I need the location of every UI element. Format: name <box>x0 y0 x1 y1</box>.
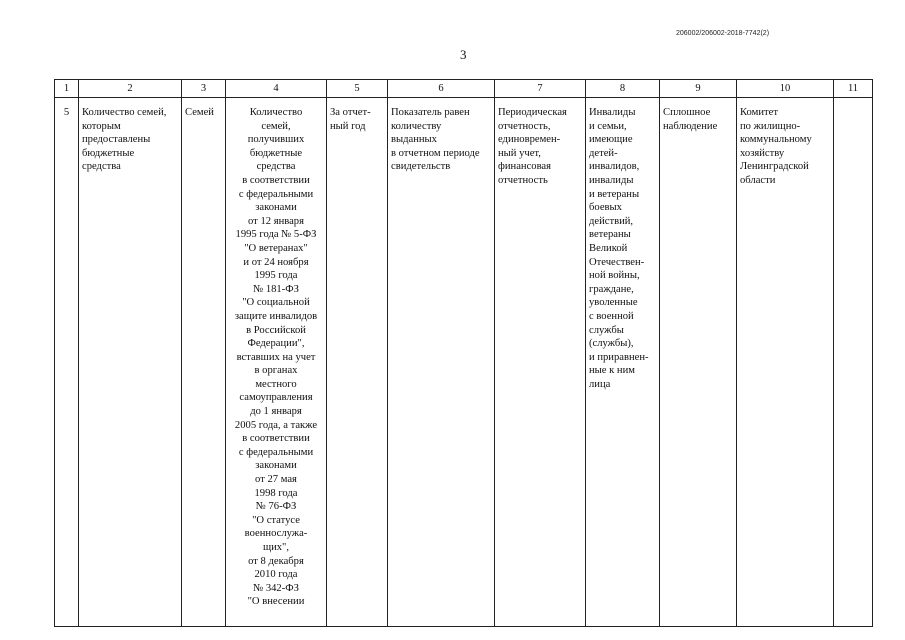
unit-cell <box>182 98 226 627</box>
row-number: 5 <box>63 107 70 118</box>
column-number-cell: 8 <box>586 80 660 98</box>
column-number-cell: 9 <box>660 80 737 98</box>
unit-text: Семей <box>185 107 214 118</box>
responsible-cell <box>737 98 834 627</box>
observation-text: Сплошное наблюдение <box>663 107 718 132</box>
indicator-name-cell <box>79 98 182 627</box>
column-number-cell: 7 <box>495 80 586 98</box>
indicator-table <box>54 79 873 627</box>
column-number-cell: 3 <box>182 80 226 98</box>
source-cell <box>495 98 586 627</box>
observation-cell <box>660 98 737 627</box>
column-number-cell: 4 <box>226 80 327 98</box>
column-number-cell: 1 <box>55 80 79 98</box>
definition-cell <box>226 98 327 627</box>
population-cell <box>586 98 660 627</box>
row-number-cell <box>55 98 79 627</box>
column-number-cell: 6 <box>388 80 495 98</box>
population-text: Инвалиды и семьи, имеющие детей- инвалидов, инвалиды и ветераны боевых действий, ветераны Великой Отечествен- ной войны, граждане, уволенные с военной службы (службы), и приравнен- ные к ним лица <box>589 107 649 390</box>
document-id: 206002/206002-2018-7742(2) <box>676 30 770 37</box>
page-number: 3 <box>460 47 467 62</box>
source-text: Периодическая отчетность, единовремен- ный учет, финансовая отчетность <box>498 107 567 186</box>
period-cell <box>327 98 388 627</box>
method-cell <box>388 98 495 627</box>
column-number-cell: 10 <box>737 80 834 98</box>
definition-text: Количество семей, получивших бюджетные средства в соответствии с федеральными законами от 12 января 1995 года № 5-ФЗ "О ветеранах" и от 24 ноября 1995 года № 181-ФЗ "О социальной защите инвалидов в Российской Федерации", вставших на учет в органах местного самоуправления до 1 января 2005 года, а также в соответствии с федеральными законами от 27 мая 1998 года № 76-ФЗ "О статусе военнослужа- щих", от 8 декабря 2010 года № 342-ФЗ "О внесении <box>234 107 318 608</box>
table-row <box>55 98 873 627</box>
column-number-cell: 2 <box>79 80 182 98</box>
indicator-name: Количество семей, которым предоставлены бюджетные средства <box>82 107 167 173</box>
column-number-cell: 5 <box>327 80 388 98</box>
extra-cell <box>834 98 873 627</box>
method-text: Показатель равен количеству выданных в отчетном периоде свидетельств <box>391 107 480 173</box>
column-number-row <box>55 80 873 98</box>
responsible-text: Комитет по жилищно- коммунальному хозяйству Ленинградской области <box>740 107 812 186</box>
period-text: За отчет- ный год <box>330 107 371 132</box>
column-number-cell: 11 <box>834 80 873 98</box>
